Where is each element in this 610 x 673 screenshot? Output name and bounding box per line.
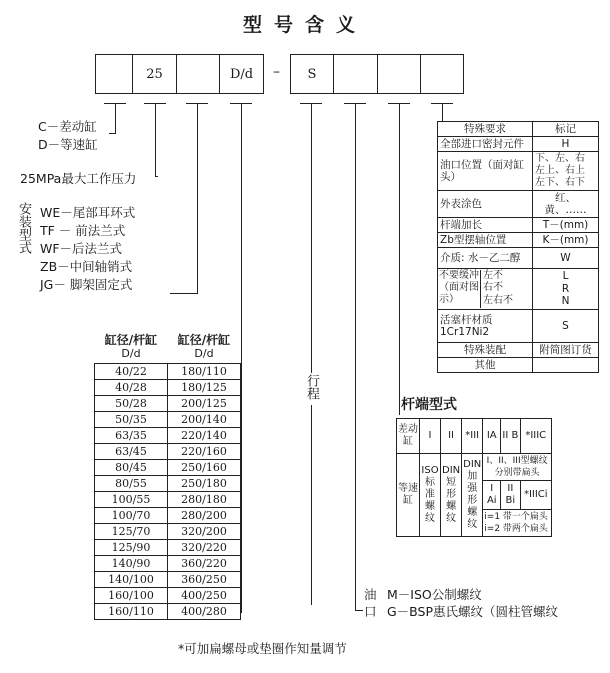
table-row: 125/90 320/220 xyxy=(95,540,241,556)
table-row: 160/100 400/250 xyxy=(95,588,241,604)
bore-rod-table xyxy=(94,333,241,620)
code-box-rod-end xyxy=(377,54,421,94)
cylinder-type-d: D－等速缸 xyxy=(38,137,98,152)
mount-item-tf: TF － 前法兰式 xyxy=(40,223,126,238)
table-row: 80/45 250/160 xyxy=(95,460,241,476)
table-row: 63/45 220/160 xyxy=(95,444,241,460)
table-row: 40/22 180/110 xyxy=(95,364,241,380)
table-row: 40/28 180/125 xyxy=(95,380,241,396)
code-box-stroke: S xyxy=(290,54,334,94)
port-thread-metric: M－ISO公制螺纹 xyxy=(387,587,482,602)
mount-item-wf: WF－后法兰式 xyxy=(40,241,123,256)
table-row: 杆端加长 T－(mm) xyxy=(438,218,599,233)
table-row: 油口位置（面对缸头） 下、左、右 左上、右上 左下、右下 xyxy=(438,152,599,191)
table-row: 50/35 200/140 xyxy=(95,412,241,428)
cylinder-type-c: C－差动缸 xyxy=(38,119,97,134)
rod-end-title: 杆端型式 xyxy=(401,397,457,413)
table-row: 全部进口密封元件 H xyxy=(438,137,599,152)
table-row: 160/110 400/280 xyxy=(95,604,241,620)
code-box-mount xyxy=(176,54,220,94)
table-row: 特殊装配 附简图订货 xyxy=(438,342,599,357)
table-row: Zb型摆轴位置 K－(mm) xyxy=(438,233,599,248)
table-row: 活塞杆材质 1Cr17Ni2 S xyxy=(438,309,599,342)
table-row: 特殊要求 标记 xyxy=(438,122,599,137)
code-dash: – xyxy=(273,64,280,80)
mount-item-we: WE－尾部耳环式 xyxy=(40,205,136,220)
table-row: 100/70 280/200 xyxy=(95,508,241,524)
mount-heading: 安装型式 xyxy=(16,202,31,254)
table-row: i=1 带一个扁头 i=2 带两个扁头 xyxy=(397,510,552,537)
table-row: 125/70 320/200 xyxy=(95,524,241,540)
bore-head-1: 缸径/杆缸 D/d xyxy=(104,333,158,360)
table-row: 不要缓冲（面对图示） 左不 右不 左右不 L R N xyxy=(438,269,599,310)
code-box-pressure: 25 xyxy=(132,54,177,94)
code-box-port xyxy=(333,54,378,94)
bore-head-2: 缸径/杆缸 D/d xyxy=(177,333,231,360)
table-row: 等速缸 ISO标准螺纹 DIN短形螺纹 DIN加强形螺纹 I、II、III型螺纹分别带扁头 xyxy=(397,454,552,481)
page-title: 型号含义 xyxy=(242,14,367,36)
table-row: 50/28 200/125 xyxy=(95,396,241,412)
mount-item-zb: ZB－中间轴销式 xyxy=(40,259,133,274)
table-row: I Ai II Bi *IIICi xyxy=(397,481,552,510)
table-row: 140/90 360/220 xyxy=(95,556,241,572)
code-box-1 xyxy=(95,54,133,94)
table-row: 100/55 280/180 xyxy=(95,492,241,508)
port-thread-bsp: G－BSP惠氏螺纹（圆柱管螺纹 xyxy=(387,604,559,619)
table-row: 80/55 250/180 xyxy=(95,476,241,492)
footnote: *可加扁螺母或垫圈作知量调节 xyxy=(178,641,347,656)
rod-end-table xyxy=(396,418,552,537)
mount-item-jg: JG－ 脚架固定式 xyxy=(40,277,133,292)
special-requirements-table xyxy=(437,121,599,373)
table-row: 差动缸 I II *III IA II B *IIIC xyxy=(397,419,552,454)
table-row: 外表涂色 红、黄、…… xyxy=(438,191,599,218)
code-box-bore: D/d xyxy=(219,54,264,94)
port-label-port: 口 xyxy=(364,604,377,619)
stroke-label: 行程 xyxy=(304,374,319,400)
code-box-special xyxy=(420,54,464,94)
pressure-label: 25MPa最大工作压力 xyxy=(20,171,137,186)
port-label-oil: 油 xyxy=(364,587,377,602)
table-row: 介质: 水－乙二醇 W xyxy=(438,248,599,269)
table-row: 140/100 360/250 xyxy=(95,572,241,588)
table-row: 63/35 220/140 xyxy=(95,428,241,444)
table-row: 其他 xyxy=(438,357,599,372)
